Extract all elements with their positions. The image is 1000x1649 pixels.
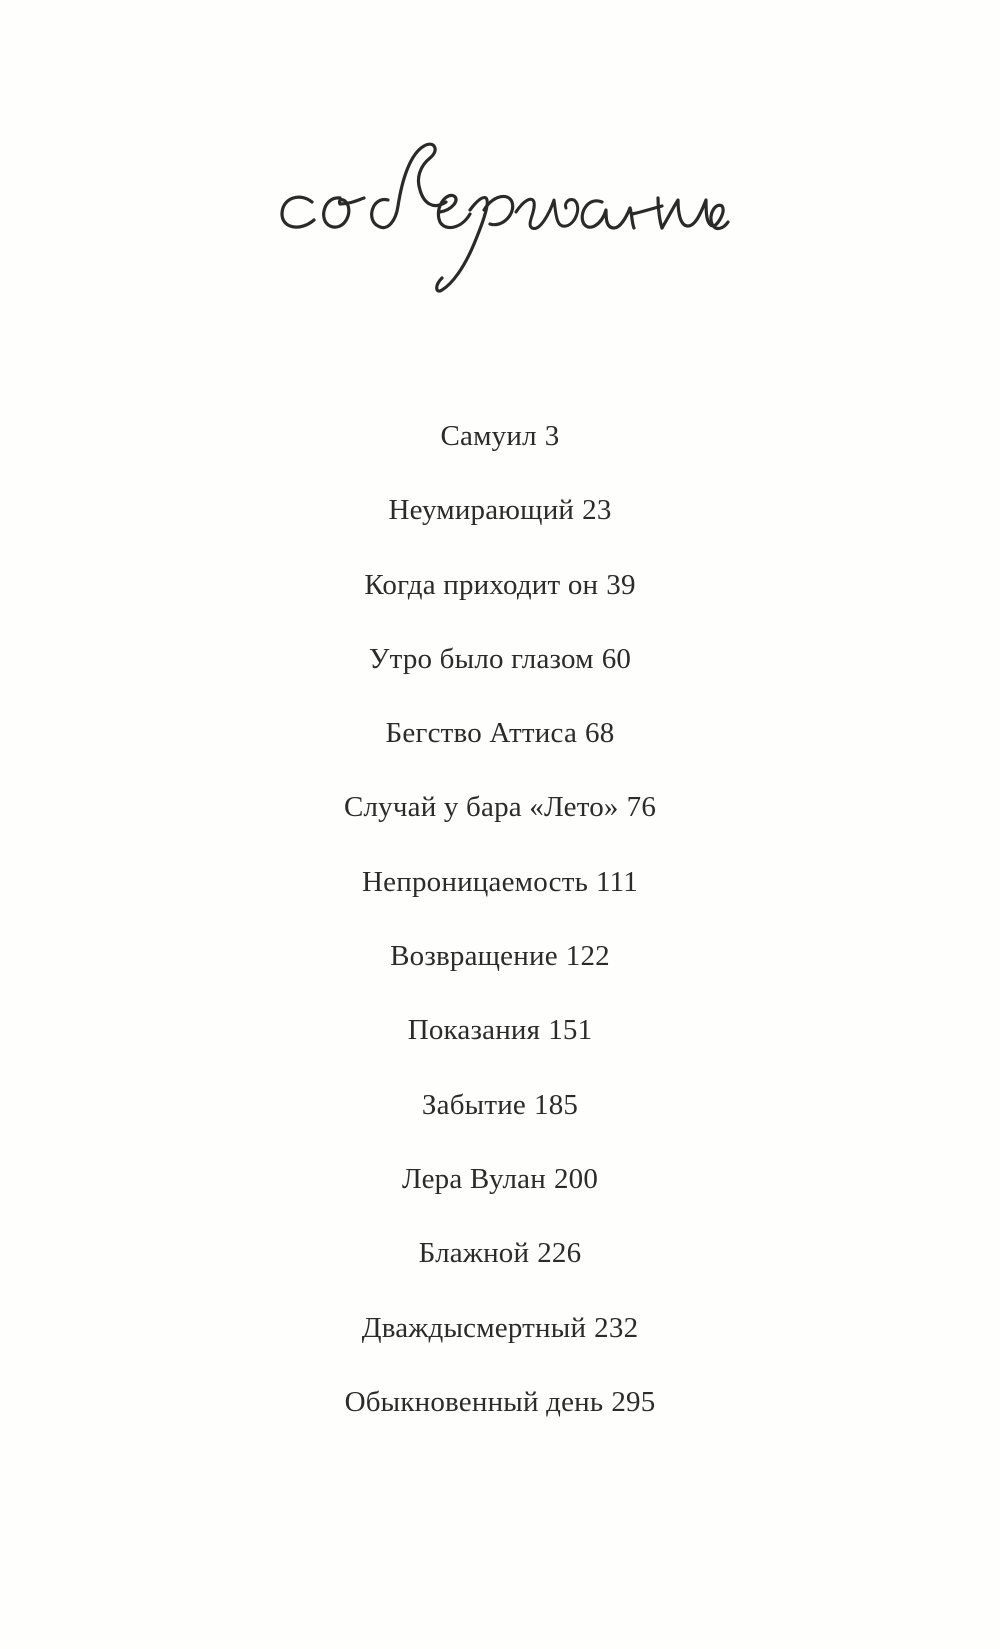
toc-entry (0, 1310, 1000, 1384)
toc-entry (0, 864, 1000, 938)
toc-entry-page: 200 (553, 1162, 599, 1195)
toc-entry-title: Возвращение (390, 940, 558, 973)
toc-entry-title: Блажной (418, 1237, 530, 1270)
toc-entry-page: 232 (594, 1311, 639, 1344)
toc-entry-title: Забытие (421, 1088, 526, 1121)
toc-entry (0, 641, 1000, 715)
toc-entry (0, 1161, 1000, 1235)
toc-entry-title: Неумирающий (388, 494, 575, 527)
toc-entry (0, 1384, 1000, 1458)
toc-entry-title: Дваждысмертный (361, 1311, 587, 1344)
toc-entry (0, 715, 1000, 789)
toc-entry-page: 3 (544, 420, 560, 452)
toc-entry-page: 151 (548, 1014, 593, 1047)
toc-entry-title: Лера Вулан (401, 1162, 546, 1195)
toc-entry-page: 226 (537, 1237, 582, 1270)
toc-entry-title: Утро было глазом (368, 642, 594, 675)
toc-entry (0, 1012, 1000, 1086)
toc-entry-title: Случай у бара «Лето» (343, 791, 619, 824)
toc-entry-title: Непроницаемость (362, 865, 589, 898)
toc-entry (0, 789, 1000, 863)
toc-entry (0, 418, 1000, 492)
toc-entry-title: Бегство Аттиса (385, 717, 578, 750)
toc-entry-page: 60 (601, 642, 632, 675)
contents-heading (270, 128, 730, 298)
toc-entry (0, 567, 1000, 641)
toc-entry (0, 492, 1000, 566)
toc-entry-page: 76 (626, 791, 657, 824)
toc-entry-page: 111 (596, 865, 638, 898)
toc-entry-page: 295 (611, 1385, 656, 1418)
handwritten-title-strokes (282, 144, 728, 291)
toc-entry-title: Обыкновенный день (344, 1385, 604, 1418)
toc-entry-title: Самуил (440, 420, 537, 452)
toc-entry-page: 185 (534, 1088, 579, 1121)
toc-entry (0, 938, 1000, 1012)
table-of-contents (0, 418, 1000, 1458)
toc-entry (0, 1087, 1000, 1161)
toc-entry-page: 23 (582, 494, 612, 527)
toc-entry-title: Показания (407, 1014, 541, 1047)
toc-entry-page: 39 (606, 568, 636, 601)
toc-entry (0, 1235, 1000, 1309)
toc-entry-page: 68 (585, 717, 615, 750)
toc-entry-title: Когда приходит он (364, 568, 599, 601)
toc-entry-page: 122 (565, 940, 610, 973)
